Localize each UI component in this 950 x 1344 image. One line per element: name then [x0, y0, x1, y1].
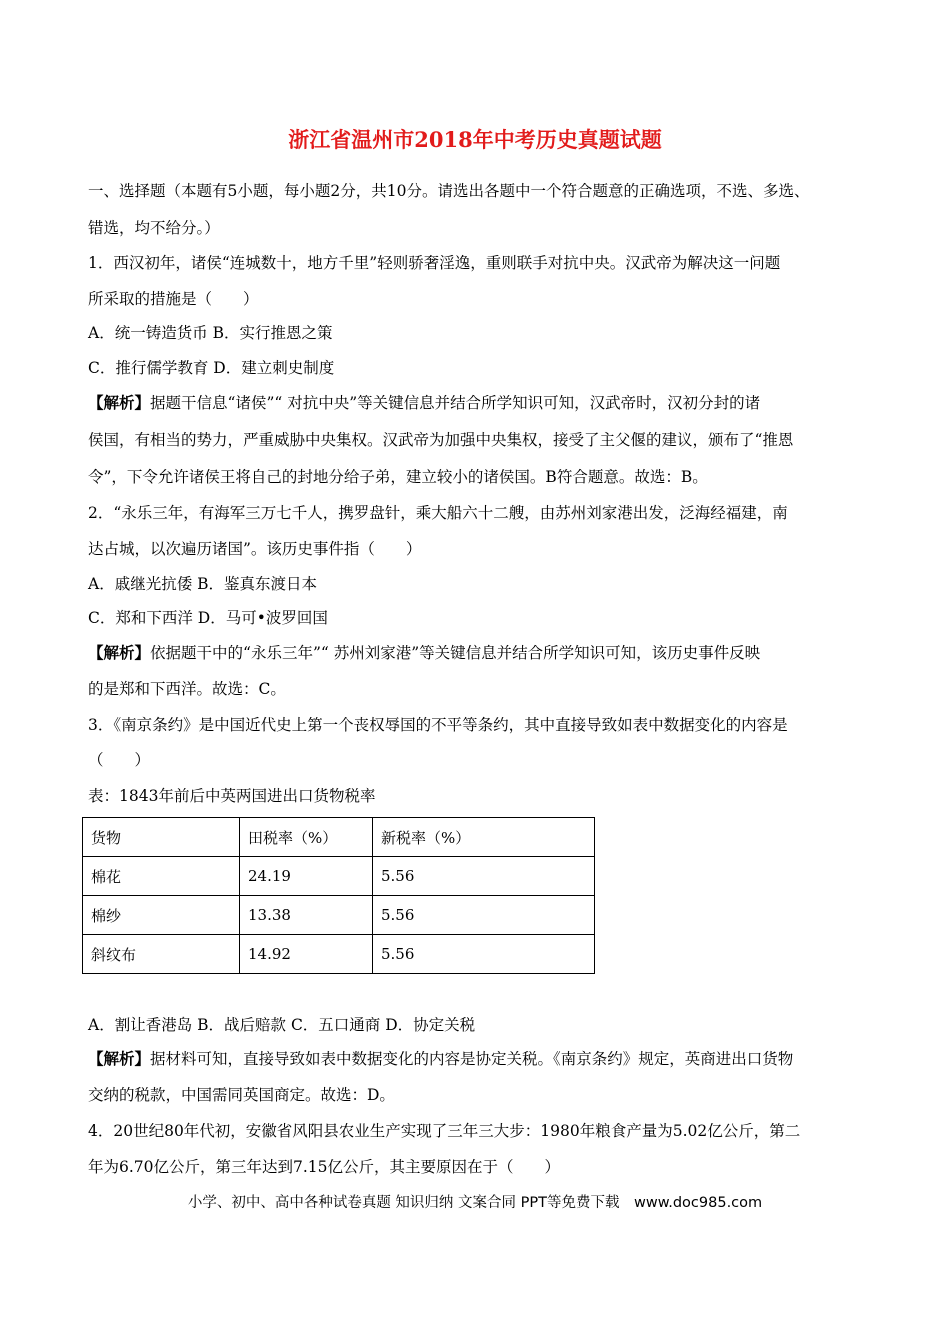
- q1-options-line-1: A．统一铸造货币 B．实行推恩之策: [88, 324, 333, 342]
- q2-analysis-text-1: 依据题干中的“永乐三年”“ 苏州刘家港”等关键信息并结合所学知识可知，该历史事件反映: [150, 644, 761, 662]
- table-cell: 斜纹布: [83, 935, 240, 974]
- table-cell: 5.56: [373, 896, 595, 935]
- q2-analysis-line-1: [88, 643, 760, 663]
- q1-stem-line-2: 所采取的措施是（ ）: [88, 290, 259, 308]
- page-footer: 小学、初中、高中各种试卷真题 知识归纳 文案合同 PPT等免费下载 www.doc985.com: [187, 1195, 763, 1211]
- page-title: 浙江省温州市2018年中考历史真题试题: [288, 127, 662, 152]
- q1-options-line-2: C．推行儒学教育 D．建立刺史制度: [88, 359, 335, 377]
- q1-analysis-text-1: 据题干信息“诸侯”“ 对抗中央”等关键信息并结合所学知识可知，汉武帝时，汉初分封的诸: [150, 394, 761, 412]
- table-cell: 14.92: [240, 935, 373, 974]
- q1-analysis-line-2: 侯国，有相当的势力，严重威胁中央集权。汉武帝为加强中央集权，接受了主父偃的建议，颁布了“推恩: [88, 431, 794, 449]
- q2-options-line-2: C．郑和下西洋 D．马可•波罗回国: [88, 609, 328, 627]
- section-heading-line-1: 一、选择题（本题有5小题，每小题2分，共10分。请选出各题中一个符合题意的正确选项，不选、多选、: [88, 182, 810, 200]
- table-row: [83, 935, 595, 974]
- q2-options-line-1: A．戚继光抗倭 B．鉴真东渡日本: [88, 575, 318, 593]
- q3-analysis-line-2: 交纳的税款，中国需同英国商定。故选：D。: [88, 1086, 395, 1104]
- q4-stem-line-1: 4．20世纪80年代初，安徽省风阳县农业生产实现了三年三大步：1980年粮食产量为5.02亿公斤，第二: [88, 1122, 801, 1140]
- q3-table-caption: 表：1843年前后中英两国进出口货物税率: [88, 787, 376, 805]
- analysis-label: 【解析】: [88, 393, 151, 412]
- table-row: [83, 896, 595, 935]
- table-header-cell: 货物: [83, 818, 240, 857]
- q4-stem-line-2: 年为6.70亿公斤，第三年达到7.15亿公斤，其主要原因在于（ ）: [88, 1158, 561, 1176]
- tax-rate-table: [82, 817, 595, 974]
- q1-analysis-line-3: 令”，下令允许诸侯王将自己的封地分给子弟，建立较小的诸侯国。B符合题意。故选：B。: [88, 468, 708, 486]
- q3-options-line-1: A．割让香港岛 B．战后赔款 C．五口通商 D．协定关税: [88, 1016, 476, 1034]
- q2-analysis-line-2: 的是郑和下西洋。故选：C。: [88, 680, 286, 698]
- q3-analysis-text-1: 据材料可知，直接导致如表中数据变化的内容是协定关税。《南京条约》规定，英商进出口货物: [150, 1050, 794, 1068]
- q1-analysis-line-1: [88, 393, 760, 413]
- table-cell: 13.38: [240, 896, 373, 935]
- table-header-cell: 田税率（%）: [240, 818, 373, 857]
- q2-stem-line-1: 2．“永乐三年，有海军三万七千人，携罗盘针，乘大船六十二艘，由苏州刘家港出发，泛海经福建，南: [88, 504, 788, 522]
- table-cell: 棉纱: [83, 896, 240, 935]
- table-row: [83, 857, 595, 896]
- table-header-cell: 新税率（%）: [373, 818, 595, 857]
- q1-stem-line-1: 1．西汉初年，诸侯“连城数十，地方千里”轻则骄奢淫逸，重则联手对抗中央。汉武帝为解决这一问题: [88, 254, 781, 272]
- table-header-row: [83, 818, 595, 857]
- table-cell: 棉花: [83, 857, 240, 896]
- analysis-label: 【解析】: [88, 1049, 151, 1068]
- table-cell: 5.56: [373, 935, 595, 974]
- table-cell: 24.19: [240, 857, 373, 896]
- q3-stem-line-2: （ ）: [88, 751, 151, 769]
- analysis-label: 【解析】: [88, 643, 151, 662]
- q3-stem-line-1: 3．《南京条约》是中国近代史上第一个丧权辱国的不平等条约，其中直接导致如表中数据变化的内容是: [88, 716, 788, 734]
- q2-stem-line-2: 达占城，以次遍历诸国”。该历史事件指（ ）: [88, 540, 422, 558]
- q3-analysis-line-1: [88, 1049, 793, 1069]
- table-cell: 5.56: [373, 857, 595, 896]
- section-heading-line-2: 错选，均不给分。）: [88, 219, 220, 237]
